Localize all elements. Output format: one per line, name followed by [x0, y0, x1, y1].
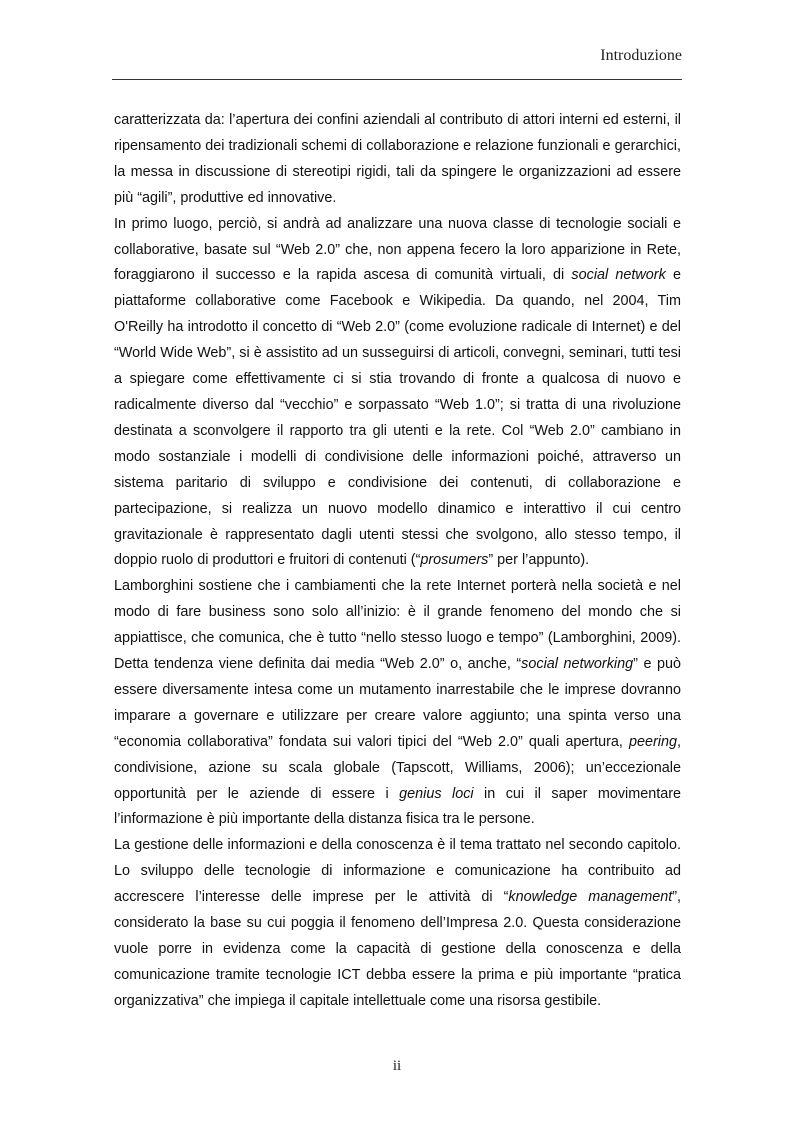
- paragraph-4: [114, 833, 681, 1014]
- italic-term: genius loci: [399, 785, 474, 802]
- italic-term: social network: [571, 267, 666, 284]
- paragraph-1: [114, 108, 681, 212]
- text-segment: ” per l’appunto).: [488, 552, 590, 569]
- text-segment: Lamborghini sostiene che i cambiamenti che la rete Internet porterà nella società e nel modo di fare business sono solo all’inizio: è il grande fenomeno del mondo che si appiattisce, che comunica, che è tutto “nello stesso luogo e tempo” (Lamborghini, 2009). Detta tendenza viene definita dai media “Web 2.0” o, anche, “: [114, 578, 681, 673]
- paragraph-2: [114, 212, 681, 575]
- text-segment: e piattaforme collaborative come Facebook e Wikipedia. Da quando, nel 2004, Tim O'Reilly ha introdotto il concetto di “Web 2.0” (come evoluzione radicale di Internet) e del “World Wide Web”, si è assistito ad un susseguirsi di articoli, convegni, seminari, tutti tesi a spiegare come effettivamente ci si stia trovando di fronte a qualcosa di nuovo e radicalmente diverso dal “vecchio” e sorpassato “Web 1.0”; si tratta di una rivoluzione destinata a sconvolgere il rapporto tra gli utenti e la rete. Col “Web 2.0” cambiano in modo sostanziale i modelli di condivisione delle informazioni poiché, attraverso un sistema paritario di sviluppo e condivisione dei contenuti, di collaborazione e partecipazione, si realizza un nuovo modello dinamico e interattivo il cui centro gravitazionale è rappresentato dagli utenti stessi che svolgono, allo stesso tempo, il doppio ruolo di produttori e fruitori di contenuti (“: [114, 267, 681, 569]
- text-segment: ” e può essere diversamente intesa come un mutamento inarrestabile che le imprese dovranno imparare a governare e utilizzare per creare valore aggiunto; una spinta verso una “economia collaborativa” fondata sui valori tipici del “Web 2.0” quali apertura,: [114, 656, 682, 750]
- paragraph-3: [114, 574, 681, 833]
- page-number: ii: [392, 1058, 402, 1074]
- body-text: [114, 108, 681, 1015]
- italic-term: knowledge management: [508, 889, 673, 906]
- italic-term: prosumers: [420, 552, 489, 569]
- text-segment: caratterizzata da: l’apertura dei confini aziendali al contributo di attori interni ed esterni, il ripensamento dei tradizionali schemi di collaborazione e relazione funzionali e gerarchici, la messa in discussione di stereotipi rigidi, tali da spingere le organizzazioni ad essere più “agili”, produttive ed innovative.: [114, 112, 681, 206]
- italic-term: peering: [628, 733, 677, 750]
- text-segment: La gestione delle informazioni e della conoscenza è il tema trattato nel secondo capitolo. Lo sviluppo delle tecnologie di informazione e comunicazione ha contribuito ad accrescere l’interesse delle imprese per le attività di “: [114, 837, 681, 906]
- header-rule: [112, 79, 682, 80]
- text-segment: In primo luogo, perciò, si andrà ad analizzare una nuova classe di tecnologie sociali e collaborative, basate sul “Web 2.0” che, non appena fecero la loro apparizione in Rete, foraggiarono il successo e la rapida ascesa di comunità virtuali, di: [114, 215, 681, 284]
- text-segment: , condivisione, azione su scala globale (Tapscott, Williams, 2006); un’eccezionale opportunità per le aziende di essere i: [114, 733, 681, 802]
- running-title: Introduzione: [600, 47, 682, 64]
- text-segment: in cui il saper movimentare l’informazione è più importante della distanza fisica tra le persone.: [114, 785, 682, 828]
- italic-term: social networking: [521, 656, 634, 673]
- text-segment: ”, considerato la base su cui poggia il fenomeno dell’Impresa 2.0. Questa considerazione vuole porre in evidenza come la capacità di gestione della conoscenza e della comunicazione tramite tecnologie ICT debba essere la prima e più importante “pratica organizzativa” che impiega il capitale intellettuale come una risorsa gestibile.: [114, 889, 681, 1009]
